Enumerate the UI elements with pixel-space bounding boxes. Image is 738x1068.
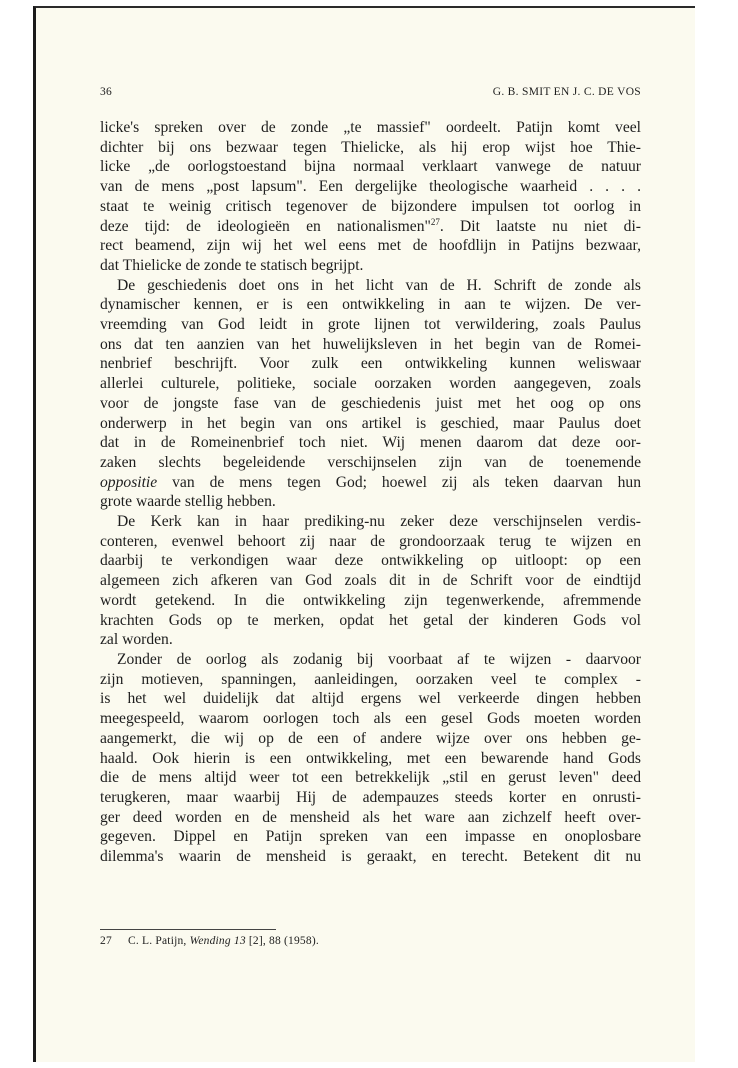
text-line: dilemma's waarin de mensheid is geraakt, en terecht. Betekent dit nu [100, 848, 641, 866]
text-line: wordt getekend. In die ontwikkeling zijn tegenwerkende, afremmende [100, 591, 641, 609]
text-line [100, 473, 641, 493]
text-line: zal worden. [100, 631, 173, 649]
text-line: De geschiedenis doet ons in het licht van de H. Schrift de zonde als [117, 276, 641, 294]
text-line: allerlei culturele, politieke, sociale oorzaken worden aangegeven, zoals [100, 375, 641, 393]
text-line: haald. Ook hierin is een ontwikkeling, met een bewarende hand Gods [100, 749, 641, 767]
text-line: dichter bij ons bezwaar tegen Thielicke, als hij erop wijst hoe Thie- [100, 138, 641, 156]
text-line: ger deed worden en de mensheid als het ware aan zichzelf heeft over- [100, 808, 641, 826]
footnote-rule [100, 929, 276, 930]
page-number: 36 [100, 86, 113, 98]
text-line: zijn motieven, spanningen, aanleidingen, oorzaken veel te complex - [100, 670, 641, 688]
text-line: algemeen zich afkeren van God zoals dit in de Schrift voor de eindtijd [100, 572, 641, 590]
text-line: zaken slechts begeleidende verschijnselen zijn van de toenemende [100, 453, 641, 471]
body-text [100, 118, 641, 867]
text-line: Zonder de oorlog als zodanig bij voorbaat af te wijzen - daarvoor [117, 650, 641, 668]
text-line: licke „de oorlogstoestand bijna normaal verklaart vanwege de natuur [100, 158, 641, 176]
footnote-author: C. L. Patijn, [128, 935, 190, 947]
text-line: die de mens altijd weer tot een betrekkelijk „stil en gerust leven" deed [100, 769, 641, 787]
text-line: voor de jongste fase van de geschiedenis juist met het oog op ons [100, 394, 641, 412]
text-line: De Kerk kan in haar prediking-nu zeker deze verschijnselen verdis- [117, 513, 641, 531]
text-line: meegespeeld, waarom oorlogen toch als een gesel Gods moeten worden [100, 710, 641, 728]
text-line: dynamischer kennen, er is een ontwikkeling in aan te wijzen. De ver- [100, 296, 641, 314]
text-line: terugkeren, maar waarbij Hij de adempauzes steeds korter en onrusti- [100, 788, 641, 806]
text-line: rect beamend, zijn wij het wel eens met de hoofdlijn in Patijns bezwaar, [100, 237, 641, 255]
text-line: krachten Gods op te merken, opdat het getal der kinderen Gods vol [100, 611, 641, 629]
text-line: onderwerp in het begin van ons artikel is geschied, maar Paulus doet [100, 414, 641, 432]
text-line: ons dat ten aanzien van het huwelijksleven in het begin van de Romei- [100, 335, 641, 353]
footnote-journal: Wending 13 [189, 935, 246, 947]
text-line: is het wel duidelijk dat altijd ergens wel verkeerde dingen hebben [100, 690, 641, 708]
text-segment: van de mens tegen God; hoewel zij als teken daarvan hun [157, 473, 641, 491]
text-line: daarbij te verkondigen waar deze ontwikkeling op uitloopt: op een [100, 552, 641, 570]
text-segment: deze tijd: de ideologieën en nationalismen" [100, 217, 431, 235]
emphasis: oppositie [100, 473, 158, 491]
footnote-rest: [2], 88 (1958). [245, 935, 319, 947]
running-head-authors: G. B. SMIT EN J. C. DE VOS [492, 86, 641, 98]
text-line: licke's spreken over de zonde „te massief" oordeelt. Patijn komt veel [100, 119, 641, 136]
text-line: vreemding van God leidt in grote lijnen tot verwildering, zoals Paulus [100, 316, 641, 334]
text-line: dat in de Romeinenbrief toch niet. Wij menen daarom dat deze oor- [100, 434, 641, 452]
text-line: nenbrief beschrijft. Voor zulk een ontwikkeling kunnen weliswaar [100, 355, 641, 373]
text-line [100, 217, 641, 237]
footnote [100, 935, 641, 947]
text-line: dat Thielicke de zonde te statisch begrijpt. [100, 256, 364, 274]
footnote-ref: 27 [430, 216, 440, 227]
text-line: van de mens „post lapsum". Een dergelijke theologische waarheid . . . . [100, 178, 641, 196]
text-segment: . Dit laatste nu niet di- [439, 217, 641, 235]
text-line: conteren, evenwel behoort zij naar de grondoorzaak terug te wijzen en [100, 532, 641, 550]
text-line: grote waarde stellig hebben. [100, 493, 276, 511]
text-line: staat te weinig critisch tegenover de bijzondere impulsen tot oorlog in [100, 197, 641, 215]
text-line: gegeven. Dippel en Patijn spreken van een impasse en onoplosbare [100, 828, 641, 846]
footnote-number: 27 [100, 935, 112, 947]
text-line: aangemerkt, die wij op de een of andere wijze over ons hebben ge- [100, 729, 641, 747]
